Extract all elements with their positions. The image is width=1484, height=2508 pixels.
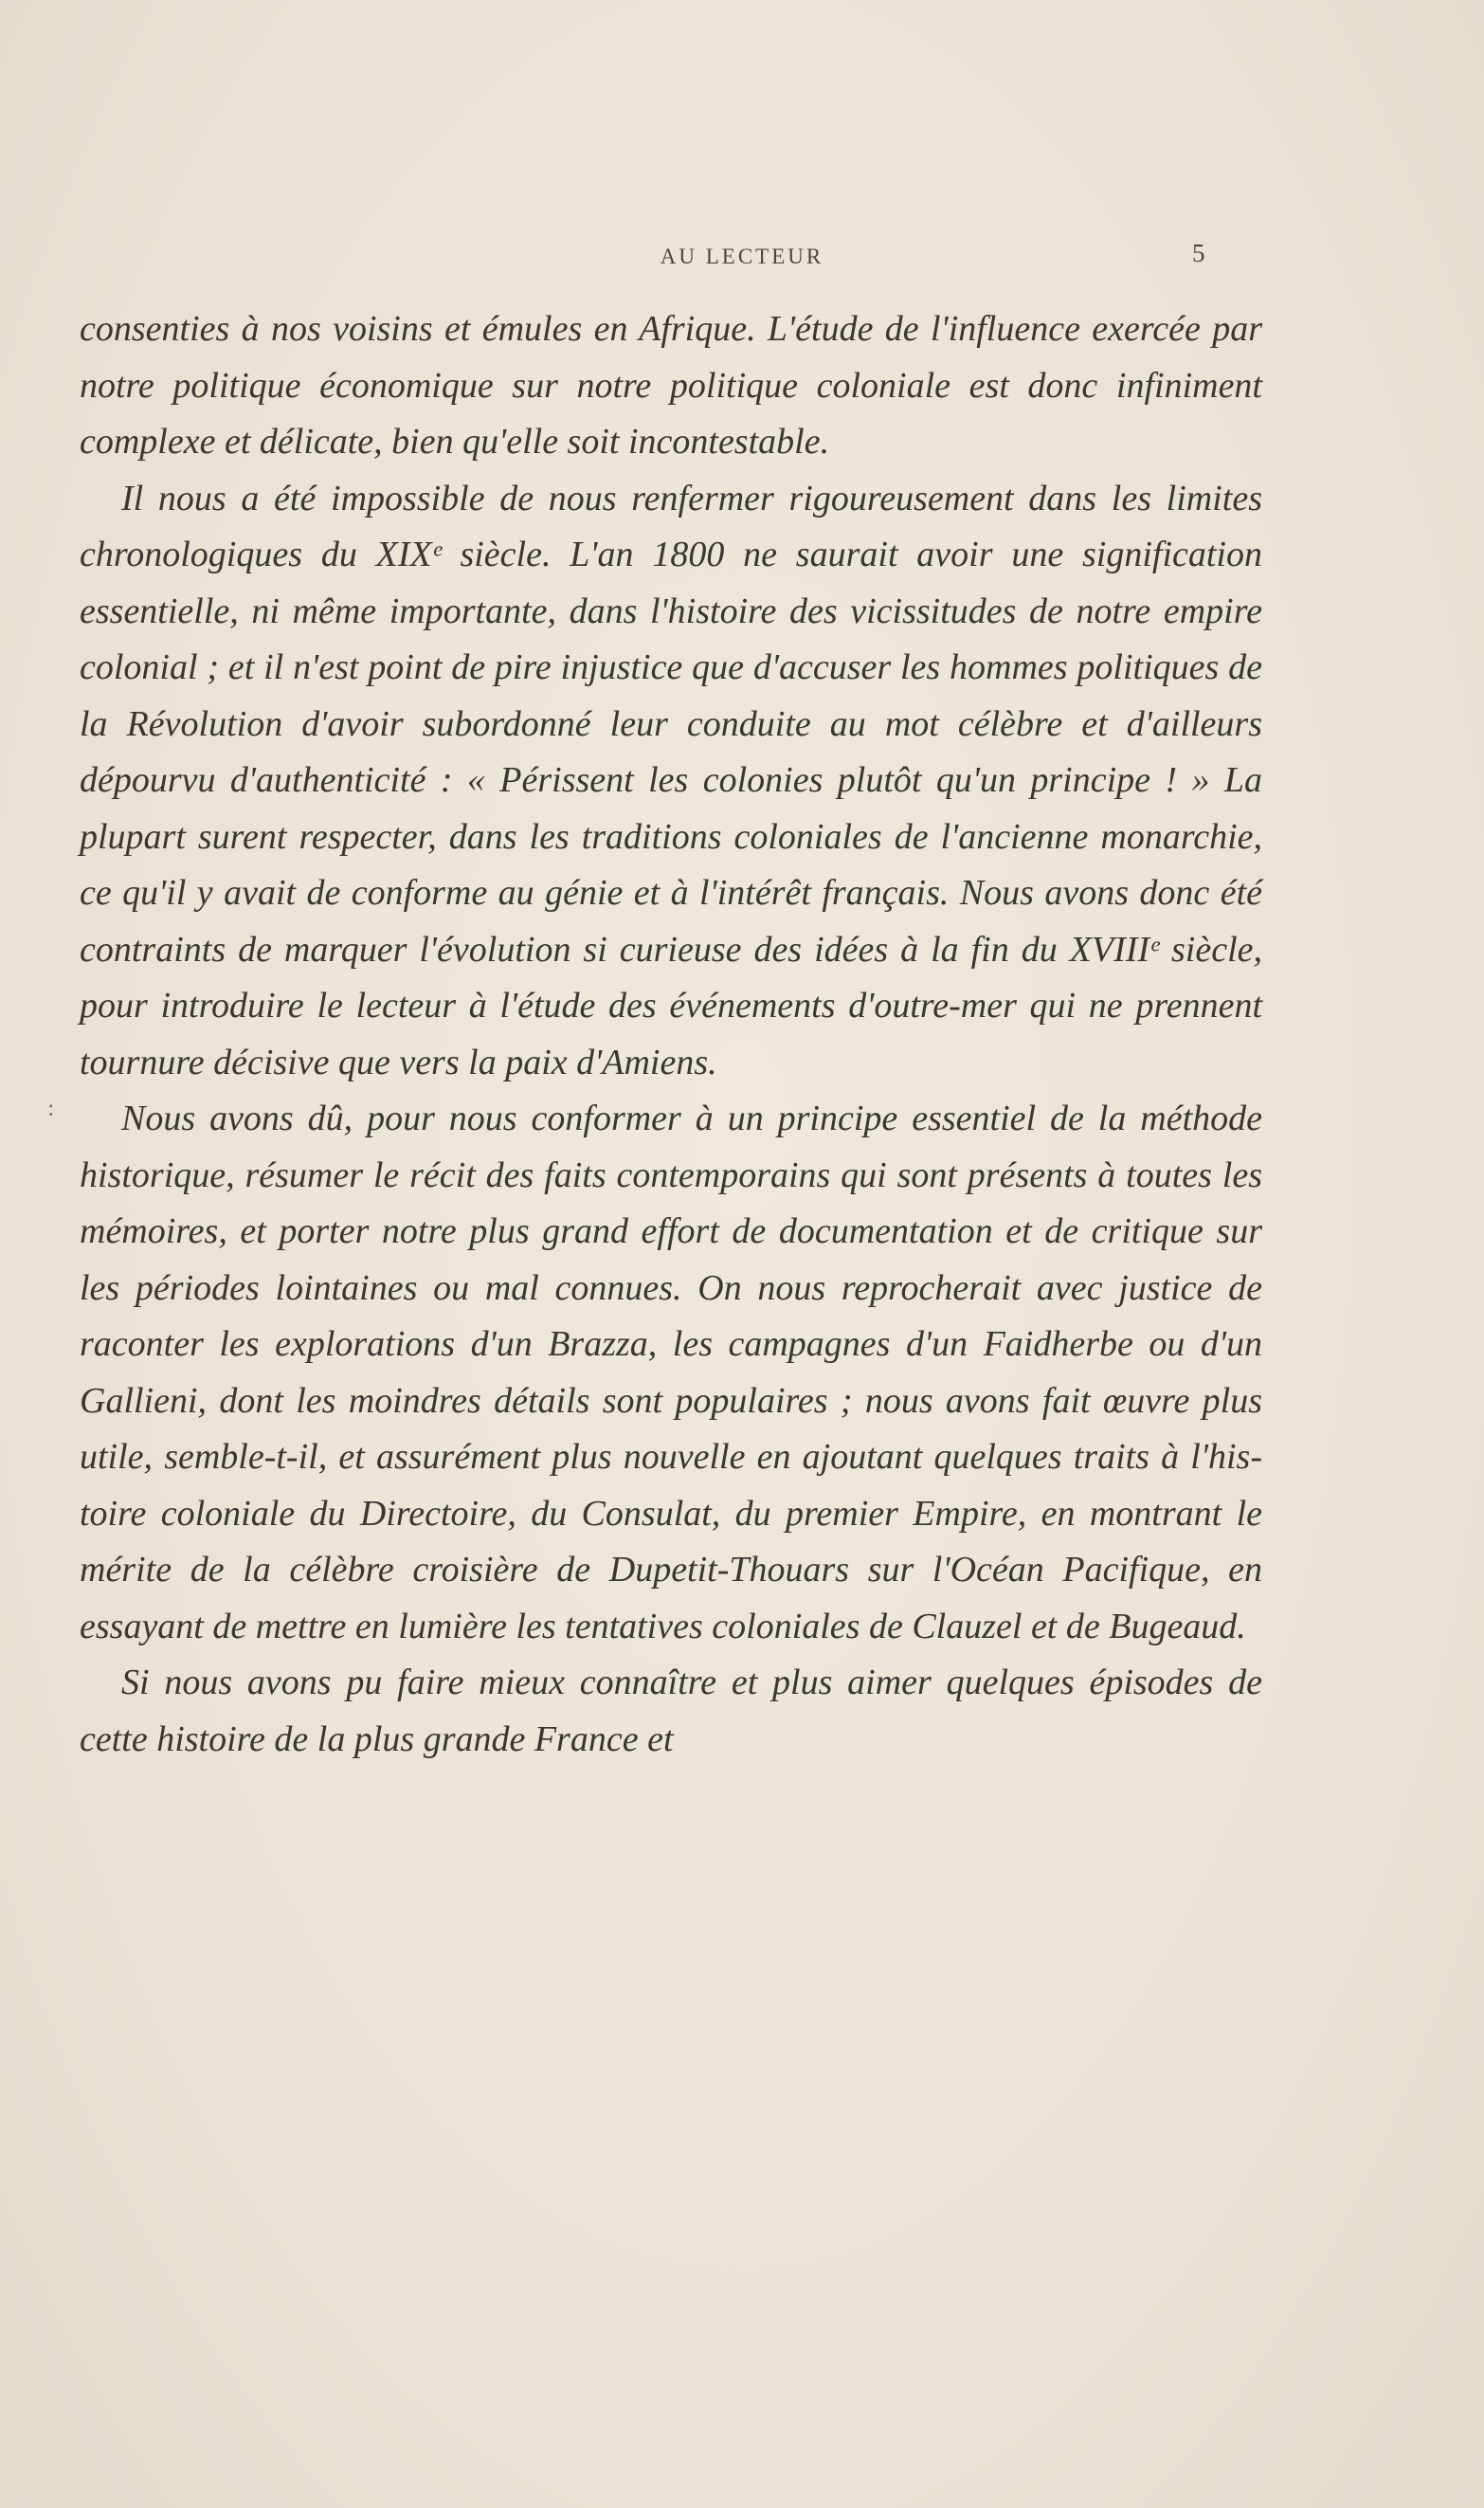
paragraph-2: Il nous a été impossible de nous renfermer rigoureusement dans les limites chronologiques du XIXᵉ siècle. L'an 1800 ne saurait avoir une signification essentielle, ni même importante, dans l'histoire des vicissitudes de notre empire colonial ; et il n'est point de pire injustice que d'accuser les hommes politiques de la Révolution d'avoir subordonné leur conduite au mot célèbre et d'ailleurs dépourvu d'authenticité : « Périssent les colonies plutôt qu'un principe ! » La plupart surent respecter, dans les traditions coloniales de l'ancienne monarchie, ce qu'il y avait de conforme au génie et à l'intérêt français. Nous avons donc été contraints de marquer l'évolution si curieuse des idées à la fin du XVIIIᵉ siècle, pour introduire le lecteur à l'étude des événements d'outre-mer qui ne prennent tournure décisive que vers la paix d'Amiens. (80, 478, 1262, 1082)
running-head: AU LECTEUR (660, 245, 824, 268)
paragraph-3: Nous avons dû, pour nous conformer à un principe essentiel de la méthode historique, résumer le récit des faits contemporains qui sont présents à toutes les mémoires, et porter notre plus grand effort de documentation et de critique sur les périodes lointaines ou mal connues. On nous reprocherait avec justice de raconter les explorations d'un Brazza, les campagnes d'un Faidherbe ou d'un Gallieni, dont les moindres détails sont populaires ; nous avons fait œuvre plus utile, semble-t-il, et assurément plus nouvelle en ajoutant quelques traits à l'histoire coloniale du Directoire, du Consulat, du premier Empire, en montrant le mérite de la célèbre croisière de Dupetit-Thouars sur l'Océan Pacifique, en essayant de mettre en lumière les tentatives coloniales de Clauzel et de Bugeaud. (80, 1099, 1262, 1646)
margin-mark: : (47, 1098, 55, 1121)
paragraph-4: Si nous avons pu faire mieux connaître et plus aimer quelques épisodes de cette histoire de la plus grande France et (80, 1663, 1262, 1759)
page-header (0, 239, 1484, 282)
page-number: 5 (1192, 239, 1205, 267)
paragraph-1: consenties à nos voisins et émules en Afrique. L'étude de l'influence exercée par notre politique économique sur notre politique coloniale est donc infiniment complexe et délicate, bien qu'elle soit incontestable. (80, 309, 1262, 462)
body-text (80, 301, 1262, 1768)
